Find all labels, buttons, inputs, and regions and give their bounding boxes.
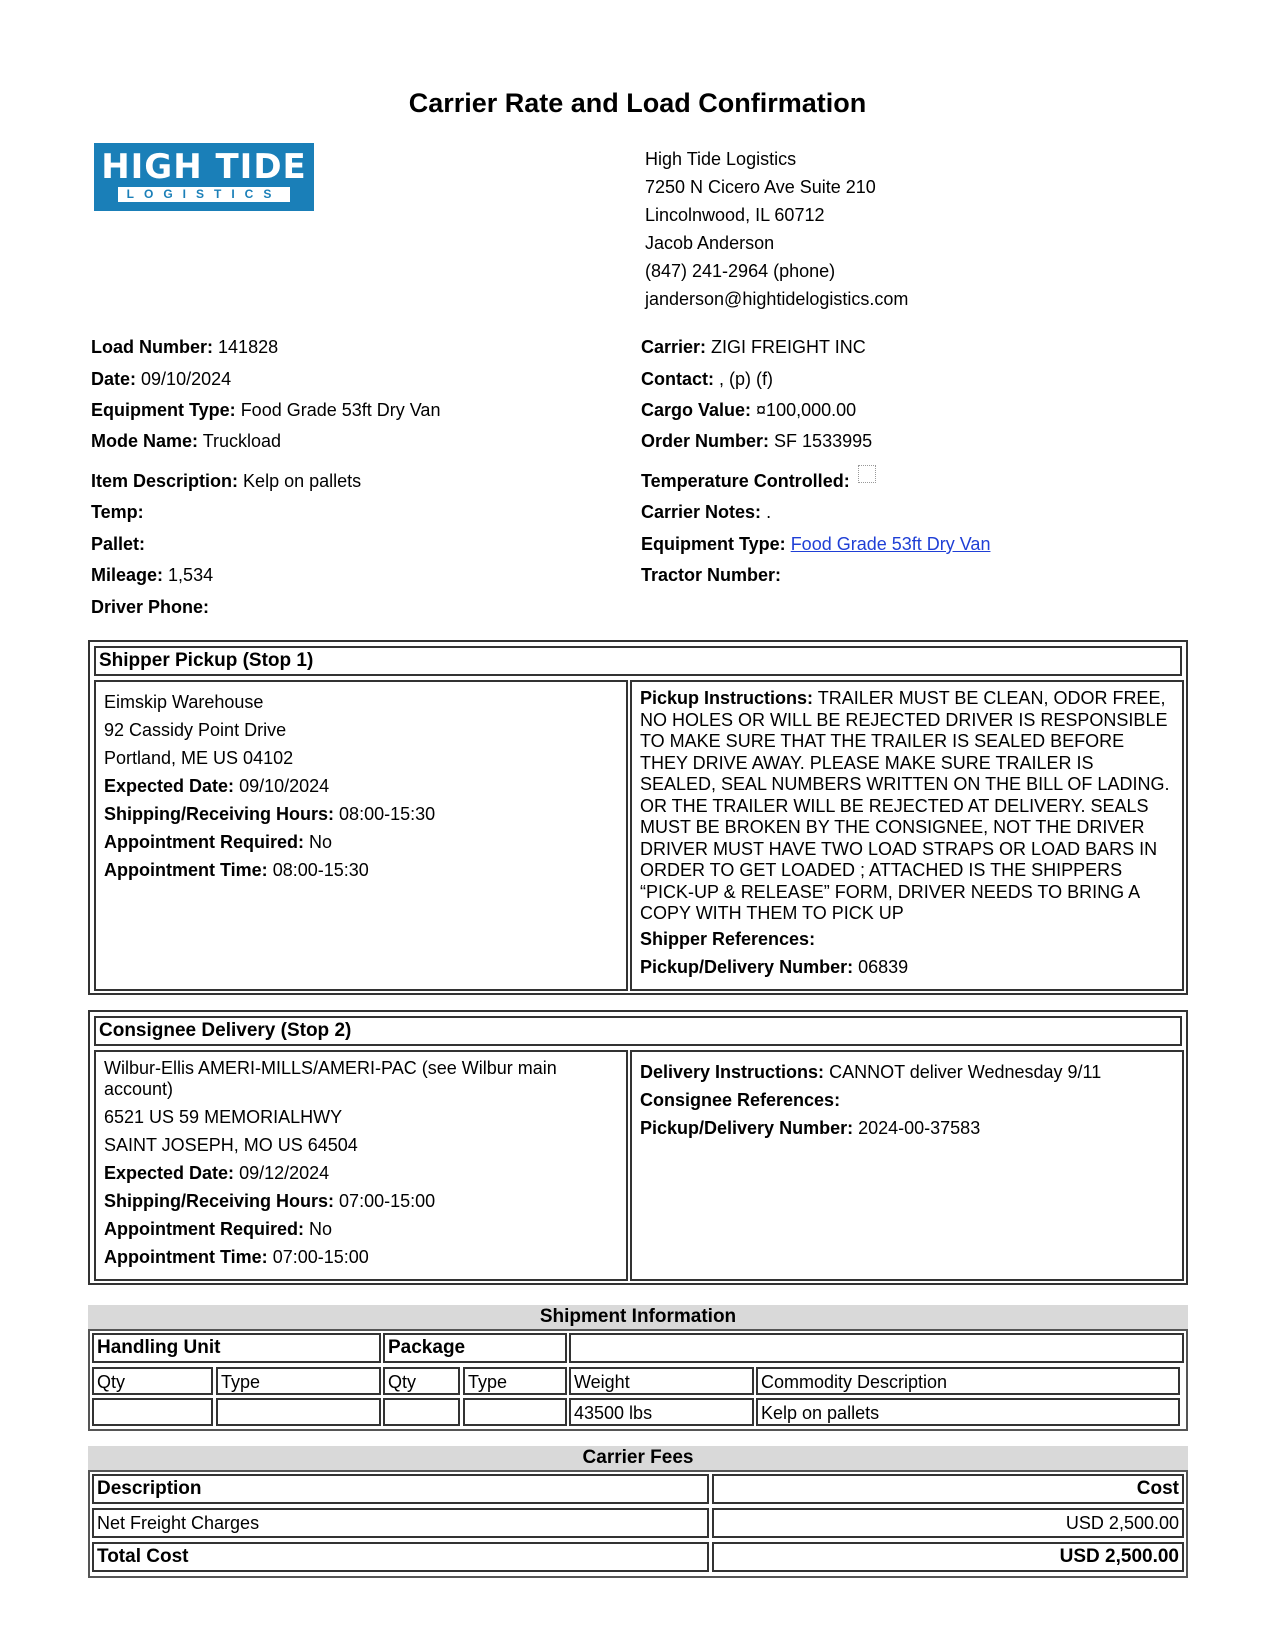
shipper-pickup-section [88, 640, 1188, 995]
logo-subtitle: LOGISTICS [118, 187, 290, 202]
equipment-type: Equipment Type: Food Grade 53ft Dry Van [91, 400, 441, 420]
carrier-fees-header: Carrier Fees [88, 1446, 1188, 1470]
shipper-pickup-header: Shipper Pickup (Stop 1) [94, 646, 1182, 676]
col-handling-qty: Qty [92, 1367, 213, 1395]
temperature-controlled: Temperature Controlled: [641, 471, 876, 492]
shipment-information-header: Shipment Information [88, 1305, 1188, 1329]
delivery-street: 6521 US 59 MEMORIALHWY [104, 1107, 343, 1127]
consignee-references: Consignee References: [640, 1090, 841, 1110]
order-number: Order Number: SF 1533995 [641, 431, 873, 451]
load-number: Load Number: 141828 [91, 337, 279, 357]
pickup-location [94, 680, 628, 991]
col-handling-type: Type [216, 1367, 381, 1395]
pickup-city: Portland, ME US 04102 [104, 748, 294, 768]
broker-email: janderson@hightidelogistics.com [645, 289, 909, 309]
broker-street: 7250 N Cicero Ave Suite 210 [645, 177, 876, 197]
mileage: Mileage: 1,534 [91, 565, 214, 585]
pickup-instructions-cell [630, 680, 1184, 991]
delivery-instructions: Delivery Instructions: CANNOT deliver Wednesday 9/11 [640, 1062, 1102, 1082]
pickup-delivery-number: Pickup/Delivery Number: 06839 [640, 956, 909, 977]
pickup-expected-date: Expected Date: 09/10/2024 [104, 776, 330, 796]
logo-wordmark: HIGH TIDE [101, 147, 307, 187]
col-commodity: Commodity Description [756, 1367, 1180, 1395]
pickup-hours: Shipping/Receiving Hours: 08:00-15:30 [104, 804, 436, 824]
pickup-appointment-time: Appointment Time: 08:00-15:30 [104, 860, 369, 880]
driver-phone: Driver Phone: [91, 597, 210, 617]
delivery-city: SAINT JOSEPH, MO US 64504 [104, 1135, 358, 1155]
carrier-notes: Carrier Notes: . [641, 502, 772, 522]
delivery-appointment-time: Appointment Time: 07:00-15:00 [104, 1247, 369, 1267]
cell-handling-qty [92, 1398, 213, 1426]
consignee-delivery-section [88, 1010, 1188, 1285]
consignee-delivery-header: Consignee Delivery (Stop 2) [94, 1016, 1182, 1046]
broker-phone: (847) 241-2964 (phone) [645, 261, 836, 281]
item-description: Item Description: Kelp on pallets [91, 471, 362, 491]
total-cost-value: USD 2,500.00 [712, 1542, 1184, 1572]
handling-unit-header: Handling Unit [92, 1333, 381, 1363]
load-date: Date: 09/10/2024 [91, 369, 232, 389]
delivery-pickup-delivery-number: Pickup/Delivery Number: 2024-00-37583 [640, 1118, 981, 1138]
col-package-type: Type [463, 1367, 567, 1395]
shipper-references: Shipper References: [640, 928, 816, 949]
carrier-contact: Contact: , (p) (f) [641, 369, 774, 389]
fees-description-header: Description [92, 1474, 709, 1504]
pickup-appointment-required: Appointment Required: No [104, 832, 333, 852]
temp: Temp: [91, 502, 144, 522]
delivery-appointment-required: Appointment Required: No [104, 1219, 333, 1239]
pickup-name: Eimskip Warehouse [104, 692, 264, 712]
broker-contact: Jacob Anderson [645, 233, 775, 253]
fee-line-description: Net Freight Charges [92, 1508, 709, 1538]
cell-weight: 43500 lbs [569, 1398, 754, 1426]
cell-commodity: Kelp on pallets [756, 1398, 1180, 1426]
col-package-qty: Qty [383, 1367, 460, 1395]
page-title: Carrier Rate and Load Confirmation [408, 88, 867, 118]
carrier-equipment-type: Equipment Type: Food Grade 53ft Dry Van [641, 534, 991, 554]
pickup-street: 92 Cassidy Point Drive [104, 720, 287, 740]
cell-handling-type [216, 1398, 381, 1426]
cell-package-type [463, 1398, 567, 1426]
shipment-blank-header [569, 1333, 1184, 1363]
tractor-number: Tractor Number: [641, 565, 782, 585]
cargo-value: Cargo Value: ¤100,000.00 [641, 400, 857, 420]
temperature-controlled-checkbox[interactable] [858, 465, 876, 483]
pickup-instructions: Pickup Instructions: TRAILER MUST BE CLEAN, ODOR FREE, NO HOLES OR WILL BE REJECTED DRIVER IS RESPONSIBLE TO MAKE SURE THAT THE TRAILER IS SEALED BEFORE THEY DRIVE AWAY. PLEASE MAKE SURE TRAILER IS SEALED, SEAL NUMBERS WRITTEN ON THE BILL OF LADING. OR THE TRAILER WILL BE REJECTED AT DELIVERY. SEALS MUST BE BROKEN BY THE CONSIGNEE, NOT THE DRIVER DRIVER MUST HAVE TWO LOAD STRAPS OR LOAD BARS IN ORDER TO GET LOADED ; ATTACHED IS THE SHIPPERS “PICK-UP & RELEASE” FORM, DRIVER NEEDS TO BRING A COPY WITH THEM TO PICK UP [640, 688, 1170, 923]
pallet: Pallet: [91, 534, 146, 554]
cell-package-qty [383, 1398, 460, 1426]
delivery-location [94, 1050, 628, 1281]
broker-address [645, 145, 908, 313]
company-logo [94, 143, 314, 211]
package-header: Package [383, 1333, 567, 1363]
fees-cost-header: Cost [712, 1474, 1184, 1504]
delivery-hours: Shipping/Receiving Hours: 07:00-15:00 [104, 1191, 436, 1211]
total-cost-label: Total Cost [92, 1542, 709, 1572]
equipment-type-link[interactable]: Food Grade 53ft Dry Van [790, 534, 991, 554]
delivery-expected-date: Expected Date: 09/12/2024 [104, 1163, 330, 1183]
broker-name: High Tide Logistics [645, 149, 797, 169]
fee-line-cost: USD 2,500.00 [712, 1508, 1184, 1538]
delivery-instructions-cell [630, 1050, 1184, 1281]
mode-name: Mode Name: Truckload [91, 431, 282, 451]
delivery-name: Wilbur-Ellis AMERI-MILLS/AMERI-PAC (see Wilbur main account) [104, 1058, 557, 1099]
broker-city: Lincolnwood, IL 60712 [645, 205, 825, 225]
carrier-name: Carrier: ZIGI FREIGHT INC [641, 337, 866, 357]
col-weight: Weight [569, 1367, 754, 1395]
